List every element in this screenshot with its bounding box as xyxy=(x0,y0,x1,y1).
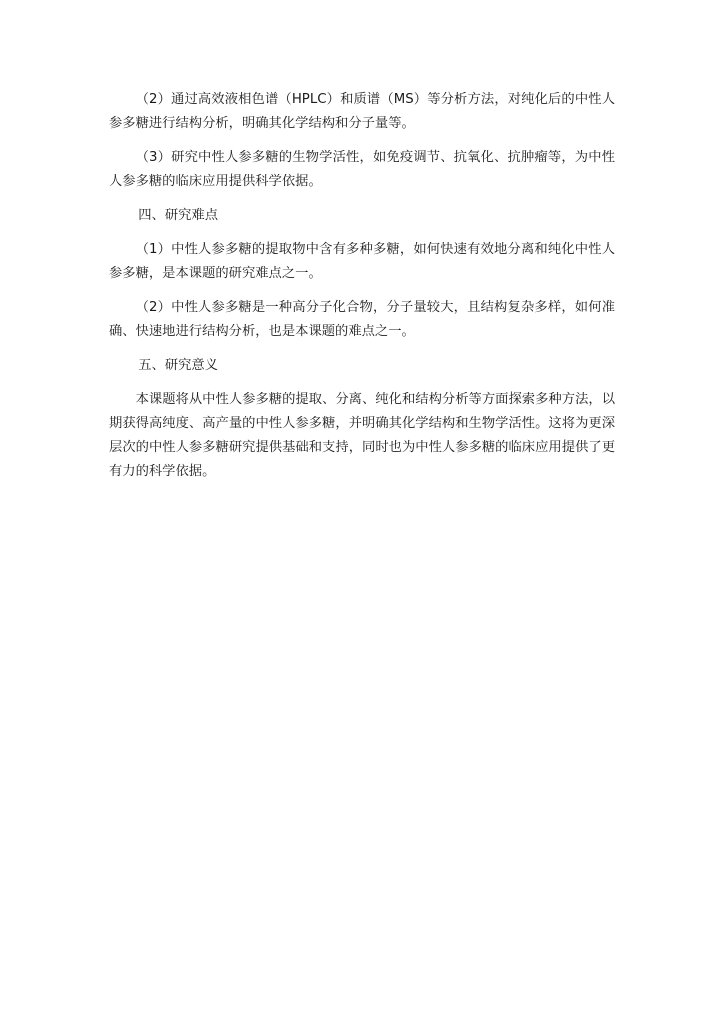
section-heading-difficulties: 四、研究难点 xyxy=(138,208,219,223)
paragraph-difficulty-separation: （1）中性人参多糖的提取物中含有多种多糖，如何快速有效地分离和纯化中性人参多糖，是本课题的研究难点之一。 xyxy=(109,242,615,281)
paragraph-analysis-methods: （2）通过高效液相色谱（HPLC）和质谱（MS）等分析方法，对纯化后的中性人参多糖进行结构分析，明确其化学结构和分子量等。 xyxy=(109,92,615,131)
document-body xyxy=(109,88,615,494)
paragraph-bioactivity: （3）研究中性人参多糖的生物学活性，如免疫调节、抗氧化、抗肿瘤等，为中性人参多糖的临床应用提供科学依据。 xyxy=(109,150,615,189)
paragraph-significance: 本课题将从中性人参多糖的提取、分离、纯化和结构分析等方面探索多种方法，以期获得高纯度、高产量的中性人参多糖，并明确其化学结构和生物学活性。这将为更深层次的中性人参多糖研究提供基础和支持，同时也为中性人参多糖的临床应用提供了更有力的科学依据。 xyxy=(109,392,615,479)
section-heading-significance: 五、研究意义 xyxy=(138,358,219,373)
paragraph-difficulty-structure: （2）中性人参多糖是一种高分子化合物，分子量较大，且结构复杂多样，如何准确、快速地进行结构分析，也是本课题的难点之一。 xyxy=(109,300,615,339)
